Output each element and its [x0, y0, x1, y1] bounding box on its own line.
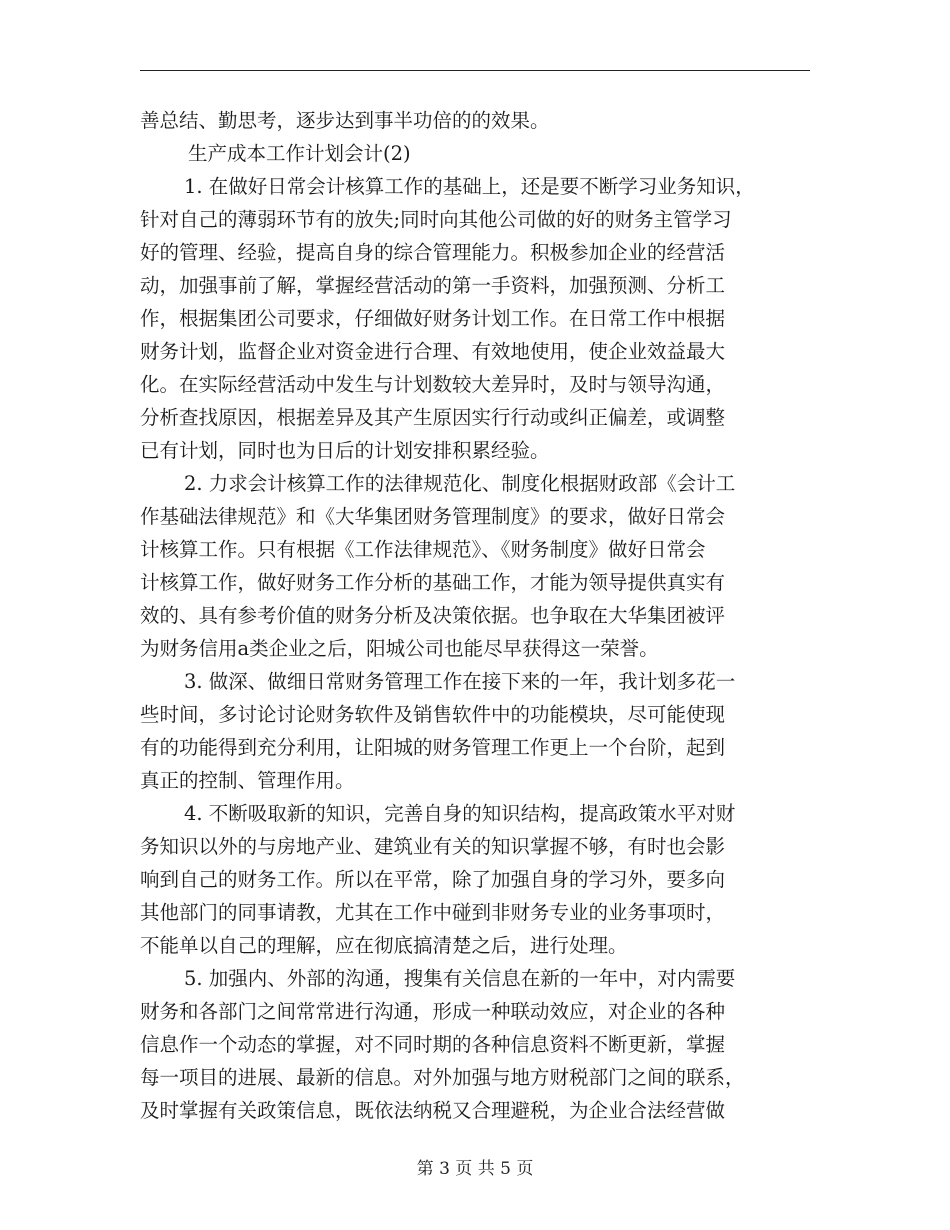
- text-line: 不能单以自己的理解，应在彻底搞清楚之后，进行处理。: [140, 934, 628, 957]
- document-body: [140, 104, 812, 1127]
- text-line: 分析查找原因，根据差异及其产生原因实行行动或纠正偏差，或调整: [140, 406, 726, 429]
- text-line: 计核算工作，做好财务工作分析的基础工作，才能为领导提供真实有: [140, 571, 726, 594]
- paragraph-2-start: 2. 力求会计核算工作的法律规范化、制度化根据财政部《会计工: [184, 472, 736, 495]
- text-line: 效的、具有参考价值的财务分析及决策依据。也争取在大华集团被评: [140, 604, 726, 627]
- text-line: 财务计划，监督企业对资金进行合理、有效地使用，使企业效益最大: [140, 340, 726, 363]
- text-line: 其他部门的同事请教，尤其在工作中碰到非财务专业的业务事项时，: [140, 901, 726, 924]
- text-line: 针对自己的薄弱环节有的放失;同时向其他公司做的好的财务主管学习: [140, 208, 732, 231]
- paragraph-4-start: 4. 不断吸取新的知识，完善自身的知识结构，提高政策水平对财: [184, 802, 736, 825]
- header-rule: [140, 70, 810, 71]
- text-line: 化。在实际经营活动中发生与计划数较大差异时，及时与领导沟通，: [140, 373, 726, 396]
- paragraph-5-start: 5. 加强内、外部的沟通，搜集有关信息在新的一年中，对内需要: [184, 967, 736, 990]
- text-line: 作基础法律规范》和《大华集团财务管理制度》的要求，做好日常会: [140, 505, 726, 528]
- paragraph-3-start: 3. 做深、做细日常财务管理工作在接下来的一年，我计划多花一: [184, 670, 736, 693]
- text-line: 计核算工作。只有根据《工作法律规范》、《财务制度》做好日常会: [140, 538, 706, 561]
- section-title: 生产成本工作计划会计(2): [188, 142, 411, 165]
- text-line: 些时间，多讨论讨论财务软件及销售软件中的功能模块，尽可能使现: [140, 703, 726, 726]
- text-line: 善总结、勤思考，逐步达到事半功倍的的效果。: [140, 109, 550, 132]
- text-line: 响到自己的财务工作。所以在平常，除了加强自身的学习外，要多向: [140, 868, 726, 891]
- text-line: 信息作一个动态的掌握，对不同时期的各种信息资料不断更新，掌握: [140, 1033, 726, 1056]
- text-line: 动，加强事前了解，掌握经营活动的第一手资料，加强预测、分析工: [140, 274, 726, 297]
- text-line: 财务和各部门之间常常进行沟通，形成一种联动效应，对企业的各种: [140, 1000, 726, 1023]
- text-line: 每一项目的进展、最新的信息。对外加强与地方财税部门之间的联系，: [140, 1066, 745, 1089]
- text-line: 及时掌握有关政策信息，既依法纳税又合理避税，为企业合法经营做: [140, 1099, 726, 1122]
- text-line: 真正的控制、管理作用。: [140, 769, 355, 792]
- text-line: 已有计划，同时也为日后的计划安排积累经验。: [140, 439, 550, 462]
- paragraph-1-start: 1. 在做好日常会计核算工作的基础上，还是要不断学习业务知识，: [184, 175, 755, 198]
- text-line: 好的管理、经验，提高自身的综合管理能力。积极参加企业的经营活: [140, 241, 726, 264]
- text-line: 作，根据集团公司要求，仔细做好财务计划工作。在日常工作中根据: [140, 307, 726, 330]
- text-line: 务知识以外的与房地产业、建筑业有关的知识掌握不够，有时也会影: [140, 835, 726, 858]
- text-line: 为财务信用a类企业之后，阳城公司也能尽早获得这一荣誉。: [140, 637, 659, 660]
- text-line: 有的功能得到充分利用，让阳城的财务管理工作更上一个台阶，起到: [140, 736, 726, 759]
- page-number: 第 3 页 共 5 页: [416, 1159, 534, 1179]
